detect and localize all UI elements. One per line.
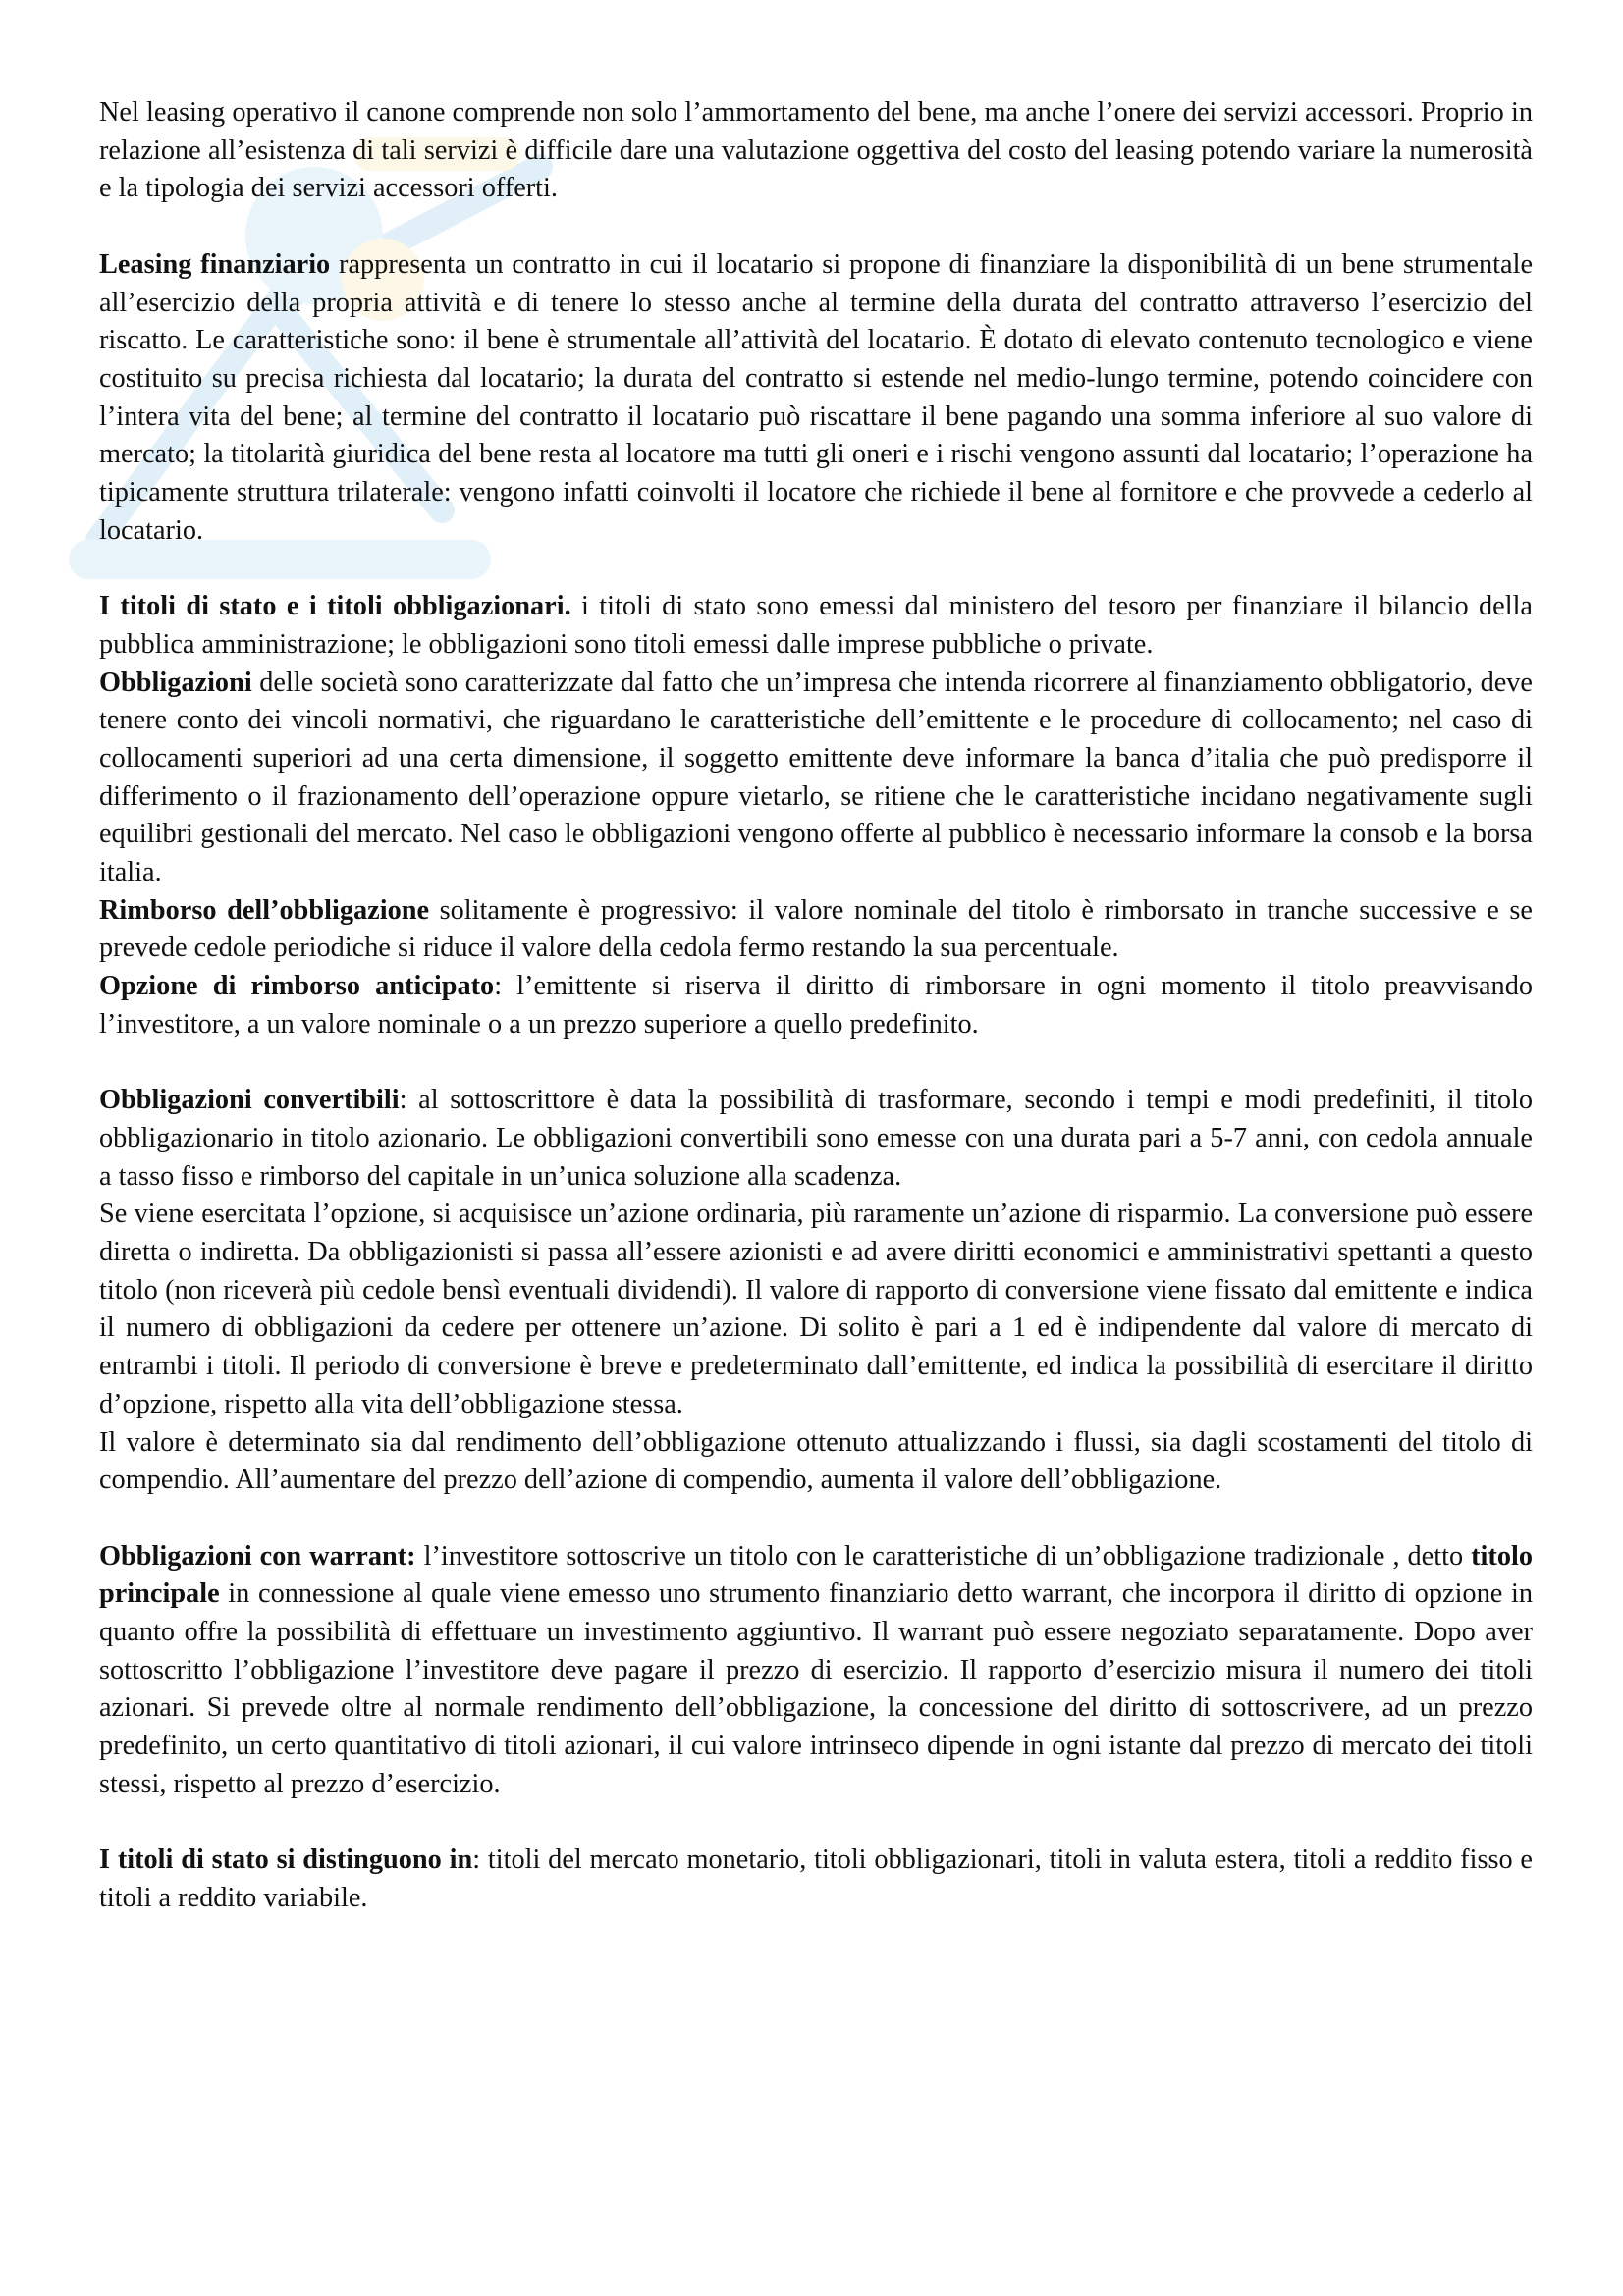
text-run: : titoli del mercato monetario, titoli obbligazionari, titoli in valuta estera, titoli a reddito fisso e titoli a reddito variabile. — [99, 1844, 1533, 1913]
bold-heading: Obbligazioni con warrant: — [99, 1540, 416, 1572]
bold-heading: Leasing finanziario — [99, 248, 331, 280]
text-run: Se viene esercitata l’opzione, si acquisisce un’azione ordinaria, più raramente un’azione di risparmio. La conversione può essere diretta o indiretta. Da obbligazionisti si passa all’essere azionisti e ad avere diritti economici e amministrativi spettanti a questo titolo (non riceverà più cedole bensì eventuali dividendi). Il valore di rapporto di conversione viene fissato dal emittente e indica il numero di obbligazioni da cedere per ottenere un’azione. Di solito è pari a 1 ed è indipendente dal valore di mercato di entrambi i titoli. Il periodo di conversione è breve e predeterminato dall’emittente, ed indica la possibilità di esercitare il diritto d’opzione, rispetto alla vita dell’obbligazione stessa. — [99, 1199, 1533, 1419]
paragraph-obbligazioni-warrant — [99, 1538, 1533, 1804]
document-body — [99, 94, 1533, 1918]
bold-heading: Obbligazioni — [99, 667, 252, 698]
paragraph-valore — [99, 1424, 1533, 1500]
text-run: : al sottoscrittore è data la possibilità di trasformare, secondo i tempi e modi predefiniti, il titolo obbligazionario in titolo azionario. Le obbligazioni convertibili sono emesse con una durata pari a 5-7 anni, con cedola annuale a tasso fisso e rimborso del capitale in un’unica soluzione alla scadenza. — [99, 1085, 1533, 1192]
text-run: Nel leasing operativo il canone comprende non solo l’ammortamento del bene, ma anche l’onere dei servizi accessori. Proprio in relazione all’esistenza di tali servizi è difficile dare una valutazione oggettiva del costo del leasing potendo variare la numerosità e la tipologia dei servizi accessori offerti. — [99, 97, 1533, 204]
bold-heading: I titoli di stato si distinguono in — [99, 1844, 473, 1876]
paragraph-gap — [99, 1044, 1533, 1083]
paragraph-esercizio-opzione — [99, 1196, 1533, 1423]
paragraph-rimborso — [99, 892, 1533, 968]
text-run: Il valore è determinato sia dal rendimento dell’obbligazione ottenuto attualizzando i flussi, sia dagli scostamenti del titolo di compendio. All’aumentare del prezzo dell’azione di compendio, aumenta il valore dell’obbligazione. — [99, 1426, 1533, 1496]
text-run: solitamente è progressivo: il valore nominale del titolo è rimborsato in tranche successive e se prevede cedole periodiche si riduce il valore della cedola fermo restando la sua percentuale. — [99, 894, 1533, 964]
bold-heading: Opzione di rimborso anticipato — [99, 971, 495, 1002]
paragraph-obbligazioni — [99, 665, 1533, 892]
paragraph-gap — [99, 1804, 1533, 1842]
text-run: in connessione al quale viene emesso uno strumento finanziario detto warrant, che incorpora il diritto di opzione in quanto offre la possibilità di effettuare un investimento aggiuntivo. Il warrant può essere negoziato separatamente. Dopo aver sottoscritto l’obbligazione l’investitore deve pagare il prezzo di esercizio. Il rapporto d’esercizio misura il numero dei titoli azionari. Si prevede oltre al normale rendimento dell’obbligazione, la concessione del diritto di sottoscrivere, ad un prezzo predefinito, un certo quantitativo di titoli azionari, il cui valore intrinseco dipende in ogni istante dal prezzo di mercato dei titoli stessi, rispetto al prezzo d’esercizio. — [99, 1578, 1533, 1799]
text-run: i titoli di stato sono emessi dal ministero del tesoro per finanziare il bilancio della pubblica amministrazione; le obbligazioni sono titoli emessi dalle imprese pubbliche o private. — [99, 591, 1533, 660]
bold-heading: I titoli di stato e i titoli obbligazionari. — [99, 591, 571, 622]
text-run: delle società sono caratterizzate dal fatto che un’impresa che intenda ricorrere al finanziamento obbligatorio, deve tenere conto dei vincoli normativi, che riguardano le caratteristiche dell’emittente e le procedure di collocamento; nel caso di collocamenti superiori ad una certa dimensione, il soggetto emittente deve informare la banca d’italia che può predisporre il differimento o il frazionamento dell’operazione oppure vietarlo, se ritiene che le caratteristiche incidano negativamente sugli equilibri gestionali del mercato. Nel caso le obbligazioni vengono offerte al pubblico è necessario informare la consob e la borsa italia. — [99, 667, 1533, 888]
paragraph-gap — [99, 1500, 1533, 1538]
text-run: l’investitore sottoscrive un titolo con le caratteristiche di un’obbligazione tradizionale , detto — [415, 1540, 1472, 1572]
paragraph-titoli-stato-obbligazionari — [99, 588, 1533, 664]
paragraph-leasing-finanziario — [99, 246, 1533, 551]
bold-heading: Rimborso dell’obbligazione — [99, 894, 430, 926]
bold-term: titolo principale — [99, 1540, 1533, 1610]
paragraph-gap — [99, 208, 1533, 246]
paragraph-leasing-operativo — [99, 94, 1533, 208]
bold-heading: Obbligazioni convertibili — [99, 1085, 400, 1116]
text-run: : l’emittente si riserva il diritto di rimborsare in ogni momento il titolo preavvisando l’investitore, a un valore nominale o a un prezzo superiore a quello predefinito. — [99, 971, 1534, 1040]
paragraph-opzione-rimborso — [99, 968, 1533, 1043]
paragraph-obbligazioni-convertibili — [99, 1082, 1533, 1196]
paragraph-gap — [99, 550, 1533, 588]
text-run: rappresenta un contratto in cui il locatario si propone di finanziare la disponibilità di un bene strumentale all’esercizio della propria attività e di tenere lo stesso anche al termine della durata del contratto attraverso l’esercizio del riscatto. Le caratteristiche sono: il bene è strumentale all’attività del locatario. È dotato di elevato contenuto tecnologico e viene costituito su precisa richiesta dal locatario; la durata del contratto si estende nel medio-lungo termine, potendo coincidere con l’intera vita del bene; al termine del contratto il locatario può riscattare il bene pagando una somma inferiore al suo valore di mercato; la titolarità giuridica del bene resta al locatore ma tutti gli oneri e i rischi vengono assunti dal locatario; l’operazione ha tipicamente struttura trilaterale: vengono infatti coinvolti il locatore che richiede il bene al fornitore e che provvede a cederlo al locatario. — [99, 248, 1534, 546]
paragraph-titoli-stato-distinzione — [99, 1842, 1533, 1917]
